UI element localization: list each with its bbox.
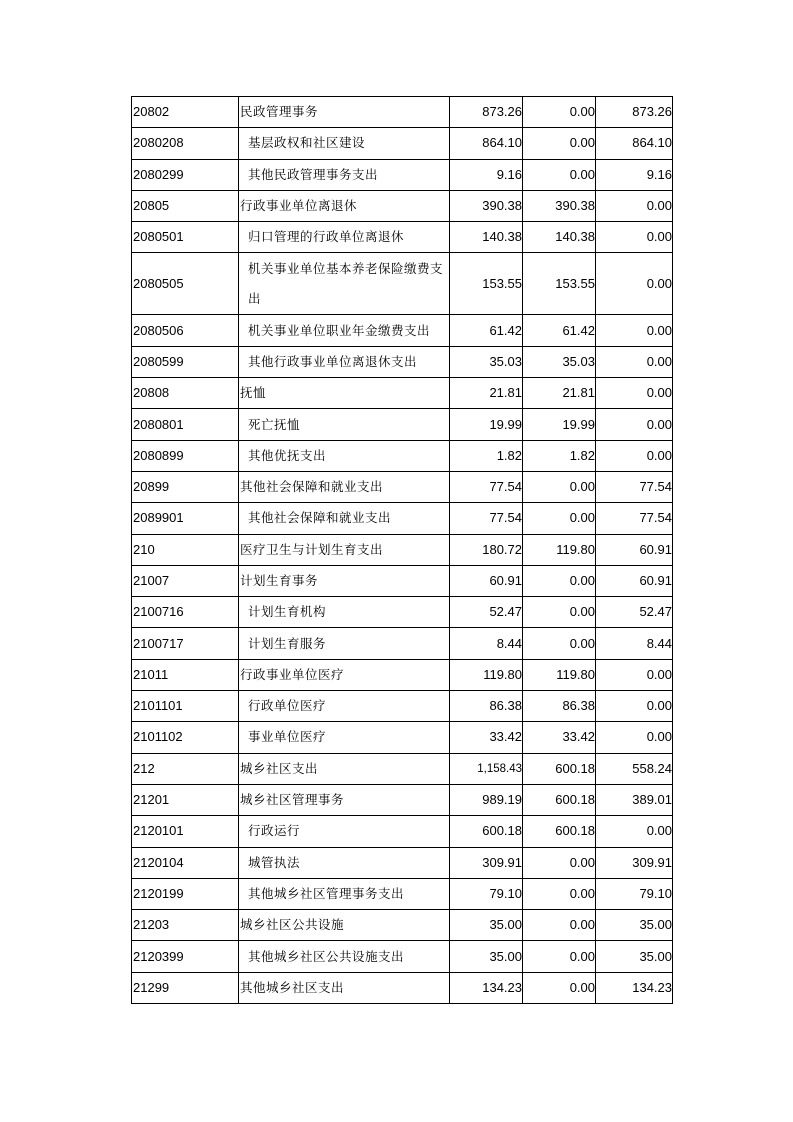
cell-basic: 0.00 — [523, 503, 596, 534]
cell-basic: 119.80 — [523, 659, 596, 690]
cell-code: 21299 — [132, 972, 239, 1003]
table-row — [132, 346, 673, 377]
cell-name: 事业单位医疗 — [239, 722, 450, 753]
cell-name: 计划生育事务 — [239, 565, 450, 596]
table-row — [132, 315, 673, 346]
cell-total: 8.44 — [450, 628, 523, 659]
table-row — [132, 597, 673, 628]
table-row — [132, 565, 673, 596]
cell-name: 民政管理事务 — [239, 97, 450, 128]
expenditure-table-body — [132, 97, 673, 1004]
cell-basic: 1.82 — [523, 440, 596, 471]
cell-project: 52.47 — [596, 597, 673, 628]
cell-basic: 0.00 — [523, 910, 596, 941]
cell-basic: 0.00 — [523, 97, 596, 128]
table-row — [132, 409, 673, 440]
table-row — [132, 628, 673, 659]
cell-name: 其他优抚支出 — [239, 440, 450, 471]
cell-code: 2080501 — [132, 222, 239, 253]
table-row — [132, 97, 673, 128]
cell-basic: 140.38 — [523, 222, 596, 253]
cell-project: 873.26 — [596, 97, 673, 128]
cell-total: 873.26 — [450, 97, 523, 128]
cell-basic: 0.00 — [523, 159, 596, 190]
table-row — [132, 471, 673, 502]
cell-basic: 33.42 — [523, 722, 596, 753]
cell-project: 0.00 — [596, 722, 673, 753]
cell-basic: 35.03 — [523, 346, 596, 377]
cell-total: 864.10 — [450, 128, 523, 159]
cell-code: 2080208 — [132, 128, 239, 159]
cell-project: 77.54 — [596, 471, 673, 502]
cell-project: 60.91 — [596, 534, 673, 565]
cell-basic: 0.00 — [523, 878, 596, 909]
cell-name: 医疗卫生与计划生育支出 — [239, 534, 450, 565]
cell-code: 2080599 — [132, 346, 239, 377]
cell-project: 35.00 — [596, 910, 673, 941]
cell-code: 20802 — [132, 97, 239, 128]
cell-project: 0.00 — [596, 190, 673, 221]
cell-total: 35.00 — [450, 941, 523, 972]
cell-code: 21007 — [132, 565, 239, 596]
table-row — [132, 190, 673, 221]
cell-name: 行政事业单位医疗 — [239, 659, 450, 690]
cell-basic: 119.80 — [523, 534, 596, 565]
cell-project: 309.91 — [596, 847, 673, 878]
cell-total: 1.82 — [450, 440, 523, 471]
cell-code: 2080899 — [132, 440, 239, 471]
cell-name: 行政运行 — [239, 816, 450, 847]
cell-code: 2120399 — [132, 941, 239, 972]
cell-project: 60.91 — [596, 565, 673, 596]
cell-basic: 19.99 — [523, 409, 596, 440]
cell-code: 2101102 — [132, 722, 239, 753]
cell-name: 其他城乡社区管理事务支出 — [239, 878, 450, 909]
cell-name: 城乡社区管理事务 — [239, 784, 450, 815]
cell-basic: 0.00 — [523, 847, 596, 878]
cell-code: 2080506 — [132, 315, 239, 346]
cell-total: 35.00 — [450, 910, 523, 941]
cell-name: 归口管理的行政单位离退休 — [239, 222, 450, 253]
cell-project: 389.01 — [596, 784, 673, 815]
cell-code: 2080299 — [132, 159, 239, 190]
table-row — [132, 753, 673, 784]
cell-code: 212 — [132, 753, 239, 784]
cell-code: 21203 — [132, 910, 239, 941]
cell-name: 机关事业单位职业年金缴费支出 — [239, 315, 450, 346]
cell-basic: 61.42 — [523, 315, 596, 346]
cell-total: 309.91 — [450, 847, 523, 878]
cell-project: 0.00 — [596, 691, 673, 722]
cell-code: 20899 — [132, 471, 239, 502]
table-row — [132, 503, 673, 534]
cell-total: 134.23 — [450, 972, 523, 1003]
table-row — [132, 659, 673, 690]
table-row — [132, 941, 673, 972]
cell-total: 600.18 — [450, 816, 523, 847]
cell-project: 0.00 — [596, 315, 673, 346]
cell-basic: 0.00 — [523, 565, 596, 596]
cell-name: 抚恤 — [239, 378, 450, 409]
cell-project: 0.00 — [596, 346, 673, 377]
cell-code: 210 — [132, 534, 239, 565]
table-row — [132, 972, 673, 1003]
cell-code: 2089901 — [132, 503, 239, 534]
cell-total: 77.54 — [450, 503, 523, 534]
cell-code: 2100717 — [132, 628, 239, 659]
table-row — [132, 440, 673, 471]
cell-code: 2101101 — [132, 691, 239, 722]
cell-name: 其他民政管理事务支出 — [239, 159, 450, 190]
cell-total: 21.81 — [450, 378, 523, 409]
table-row — [132, 816, 673, 847]
cell-project: 0.00 — [596, 378, 673, 409]
cell-code: 21201 — [132, 784, 239, 815]
cell-total: 390.38 — [450, 190, 523, 221]
cell-basic: 21.81 — [523, 378, 596, 409]
cell-name: 行政单位医疗 — [239, 691, 450, 722]
cell-basic: 0.00 — [523, 471, 596, 502]
cell-total: 35.03 — [450, 346, 523, 377]
cell-code: 20808 — [132, 378, 239, 409]
cell-total: 86.38 — [450, 691, 523, 722]
cell-total: 19.99 — [450, 409, 523, 440]
cell-name: 其他城乡社区公共设施支出 — [239, 941, 450, 972]
cell-total: 140.38 — [450, 222, 523, 253]
cell-basic: 0.00 — [523, 941, 596, 972]
cell-basic: 600.18 — [523, 753, 596, 784]
table-row — [132, 722, 673, 753]
cell-basic: 390.38 — [523, 190, 596, 221]
table-row — [132, 534, 673, 565]
cell-name: 城管执法 — [239, 847, 450, 878]
table-row — [132, 222, 673, 253]
cell-total: 180.72 — [450, 534, 523, 565]
cell-code: 2120101 — [132, 816, 239, 847]
cell-basic: 0.00 — [523, 128, 596, 159]
cell-code: 20805 — [132, 190, 239, 221]
cell-project: 0.00 — [596, 816, 673, 847]
cell-code: 2120199 — [132, 878, 239, 909]
table-row — [132, 128, 673, 159]
cell-project: 864.10 — [596, 128, 673, 159]
cell-code: 2080801 — [132, 409, 239, 440]
cell-project: 35.00 — [596, 941, 673, 972]
expenditure-table — [131, 96, 673, 1004]
cell-name: 计划生育机构 — [239, 597, 450, 628]
cell-project: 0.00 — [596, 659, 673, 690]
cell-basic: 0.00 — [523, 972, 596, 1003]
cell-total: 989.19 — [450, 784, 523, 815]
cell-project: 0.00 — [596, 253, 673, 315]
cell-name: 其他城乡社区支出 — [239, 972, 450, 1003]
cell-total: 61.42 — [450, 315, 523, 346]
cell-total: 9.16 — [450, 159, 523, 190]
cell-basic: 86.38 — [523, 691, 596, 722]
cell-code: 2080505 — [132, 253, 239, 315]
table-row — [132, 784, 673, 815]
cell-name: 城乡社区支出 — [239, 753, 450, 784]
cell-project: 0.00 — [596, 440, 673, 471]
cell-name: 机关事业单位基本养老保险缴费支出 — [239, 253, 450, 315]
cell-basic: 0.00 — [523, 597, 596, 628]
cell-project: 0.00 — [596, 409, 673, 440]
cell-name: 行政事业单位离退休 — [239, 190, 450, 221]
cell-total: 1,158.43 — [450, 753, 523, 784]
cell-total: 60.91 — [450, 565, 523, 596]
cell-name: 其他社会保障和就业支出 — [239, 471, 450, 502]
cell-name: 死亡抚恤 — [239, 409, 450, 440]
cell-basic: 600.18 — [523, 784, 596, 815]
table-row — [132, 159, 673, 190]
cell-total: 33.42 — [450, 722, 523, 753]
cell-project: 8.44 — [596, 628, 673, 659]
table-row — [132, 691, 673, 722]
cell-name: 计划生育服务 — [239, 628, 450, 659]
cell-basic: 0.00 — [523, 628, 596, 659]
cell-name: 基层政权和社区建设 — [239, 128, 450, 159]
table-row — [132, 910, 673, 941]
cell-name: 其他行政事业单位离退休支出 — [239, 346, 450, 377]
cell-basic: 153.55 — [523, 253, 596, 315]
cell-total: 119.80 — [450, 659, 523, 690]
cell-project: 0.00 — [596, 222, 673, 253]
table-row — [132, 847, 673, 878]
cell-project: 77.54 — [596, 503, 673, 534]
table-row — [132, 253, 673, 315]
cell-code: 2120104 — [132, 847, 239, 878]
table-row — [132, 878, 673, 909]
cell-total: 79.10 — [450, 878, 523, 909]
cell-total: 153.55 — [450, 253, 523, 315]
cell-name: 其他社会保障和就业支出 — [239, 503, 450, 534]
cell-project: 79.10 — [596, 878, 673, 909]
cell-basic: 600.18 — [523, 816, 596, 847]
cell-project: 134.23 — [596, 972, 673, 1003]
cell-code: 2100716 — [132, 597, 239, 628]
cell-total: 77.54 — [450, 471, 523, 502]
cell-code: 21011 — [132, 659, 239, 690]
cell-project: 558.24 — [596, 753, 673, 784]
cell-project: 9.16 — [596, 159, 673, 190]
cell-total: 52.47 — [450, 597, 523, 628]
table-row — [132, 378, 673, 409]
cell-name: 城乡社区公共设施 — [239, 910, 450, 941]
